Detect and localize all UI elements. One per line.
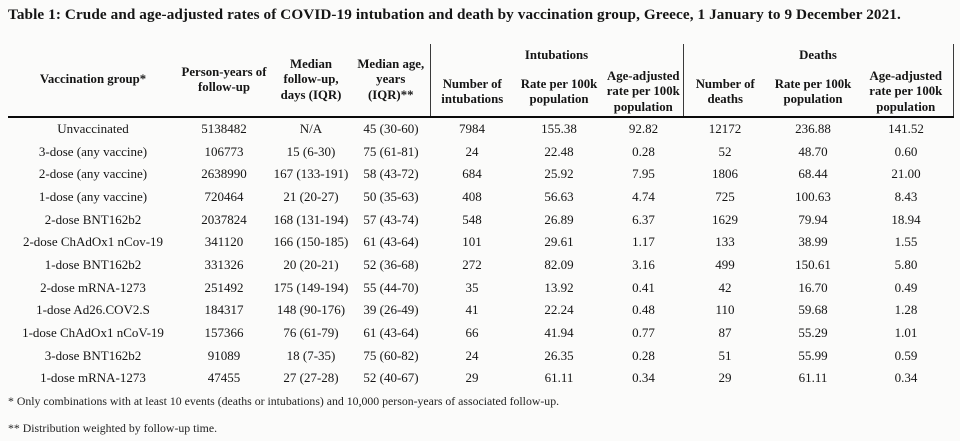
value-cell: 51 [718,347,732,363]
table-row [8,367,953,390]
value-cell: 39 (26-49) [363,302,419,318]
vaccination-group-cell: 1-dose BNT162b2 [44,256,142,272]
value-cell: 3.16 [632,256,655,272]
value-cell: 1.01 [894,324,918,340]
value-cell: 79.94 [798,211,828,227]
value-cell: 41.94 [544,324,574,340]
value-cell: 24 [465,347,479,363]
value-cell: 331326 [204,256,244,272]
col-header-death-adjusted-rate: Age-adjusted rate per 100k population [859,68,953,117]
value-cell: 1806 [712,166,738,182]
value-cell: 26.89 [544,211,574,227]
value-cell: N/A [299,121,323,136]
table-row [8,345,953,368]
value-cell: 5.80 [894,256,918,272]
value-cell: 75 (60-82) [363,347,419,363]
value-cell: 52 (40-67) [363,370,419,386]
value-cell: 2037824 [201,211,247,227]
value-cell: 22.24 [544,302,574,318]
vaccination-group-cell: 1-dose ChAdOx1 nCoV-19 [22,324,164,340]
footnote-distribution-weighted: ** Distribution weighted by follow-up time. [8,421,218,435]
col-header-number-deaths: Number of deaths [683,68,767,117]
table-row [8,186,953,209]
value-cell: 50 (35-63) [363,188,419,204]
col-header-intubation-rate: Rate per 100k population [514,68,604,117]
value-cell: 0.34 [632,370,655,386]
value-cell: 175 (149-194) [273,279,349,295]
value-cell: 6.37 [632,211,655,227]
value-cell: 5138482 [201,121,247,136]
value-cell: 52 [718,143,732,159]
value-cell: 0.59 [894,347,918,363]
col-header-vaccination-group: Vaccination group* [8,44,178,117]
table-header [8,44,953,117]
value-cell: 7.95 [632,166,655,182]
vaccination-group-cell: 2-dose ChAdOx1 nCov-19 [22,234,164,250]
value-cell: 15 (6-30) [286,143,336,159]
value-cell: 7984 [459,121,485,136]
vaccination-group-cell: 1-dose mRNA-1273 [40,370,146,386]
value-cell: 59.68 [798,302,828,318]
value-cell: 1.28 [894,302,918,318]
col-header-person-years: Person-years of follow-up [178,44,270,117]
value-cell: 13.92 [544,279,574,295]
value-cell: 55 (44-70) [363,279,419,295]
value-cell: 684 [462,166,482,182]
value-cell: 58 (43-72) [363,166,419,182]
value-cell: 720464 [204,188,244,204]
value-cell: 157366 [204,324,244,340]
table-row [8,117,953,141]
vaccination-group-cell: 3-dose BNT162b2 [44,347,142,363]
value-cell: 57 (43-74) [363,211,419,227]
value-cell: 2638990 [201,166,247,182]
value-cell: 20 (20-21) [283,256,339,272]
value-cell: 18 (7-35) [286,347,336,363]
table-row [8,141,953,164]
value-cell: 92.82 [628,121,659,136]
value-cell: 0.34 [894,370,918,386]
vaccination-group-cell: 1-dose Ad26.COV2.S [36,302,150,318]
value-cell: 133 [715,234,735,250]
value-cell: 87 [718,324,732,340]
deaths-group-header: Deaths [683,44,953,68]
value-cell: 148 (90-176) [276,302,346,318]
value-cell: 141.52 [888,121,924,136]
value-cell: 0.77 [632,324,655,340]
footnote-events-threshold: * Only combinations with at least 10 events (deaths or intubations) and 10,000 person-years of associated follow-up. [8,394,560,408]
col-header-number-intubations: Number of intubations [430,68,514,117]
value-cell: 1.17 [632,234,655,250]
value-cell: 0.60 [894,143,918,159]
value-cell: 166 (150-185) [273,234,349,250]
value-cell: 52 (36-68) [363,256,419,272]
col-header-death-rate: Rate per 100k population [767,68,859,117]
value-cell: 21.00 [891,166,921,182]
value-cell: 38.99 [798,234,828,250]
value-cell: 499 [715,256,735,272]
intubations-group-header: Intubations [430,44,683,68]
value-cell: 106773 [204,143,244,159]
table-row [8,299,953,322]
col-header-intubation-adjusted-rate: Age-adjusted rate per 100k population [604,68,683,117]
value-cell: 76 (61-79) [283,324,339,340]
value-cell: 167 (133-191) [273,166,349,182]
value-cell: 0.28 [632,143,655,159]
value-cell: 18.94 [891,211,921,227]
value-cell: 110 [715,302,735,318]
value-cell: 27 (27-28) [283,370,339,386]
table-row [8,209,953,232]
table-row [8,322,953,345]
vaccination-group-cell: 1-dose (any vaccine) [38,188,148,204]
value-cell: 408 [462,188,482,204]
value-cell: 341120 [204,234,244,250]
value-cell: 1629 [712,211,738,227]
vaccination-group-cell: 3-dose (any vaccine) [38,143,148,159]
value-cell: 22.48 [544,143,574,159]
value-cell: 1.55 [894,234,918,250]
group-header-row [8,44,953,68]
value-cell: 21 (20-27) [283,188,339,204]
value-cell: 61 (43-64) [363,324,419,340]
value-cell: 25.92 [544,166,574,182]
data-table [8,44,954,390]
table-row [8,231,953,254]
value-cell: 91089 [207,347,241,363]
value-cell: 48.70 [798,143,828,159]
value-cell: 29.61 [544,234,574,250]
vaccination-group-cell: 2-dose (any vaccine) [38,166,148,182]
value-cell: 0.48 [632,302,655,318]
value-cell: 41 [465,302,479,318]
value-cell: 47455 [207,370,241,386]
value-cell: 61.11 [798,370,828,386]
vaccination-group-cell: 2-dose BNT162b2 [44,211,142,227]
value-cell: 55.99 [798,347,828,363]
value-cell: 150.61 [795,256,831,272]
value-cell: 29 [718,370,732,386]
table-title: Table 1: Crude and age-adjusted rates of COVID-19 intubation and death by vaccination group, Greece, 1 January to 9 December 2021. [8,6,901,23]
value-cell: 0.41 [632,279,655,295]
col-header-median-age: Median age, years (IQR)** [352,44,430,117]
table-body [8,117,953,390]
value-cell: 251492 [204,279,244,295]
value-cell: 35 [465,279,479,295]
value-cell: 272 [462,256,482,272]
value-cell: 45 (30-60) [363,121,419,136]
value-cell: 29 [465,370,479,386]
value-cell: 155.38 [541,121,577,136]
value-cell: 61.11 [544,370,574,386]
value-cell: 12172 [708,121,742,136]
value-cell: 42 [718,279,732,295]
col-header-median-followup: Median follow-up, days (IQR) [270,44,352,117]
value-cell: 24 [465,143,479,159]
value-cell: 0.28 [632,347,655,363]
value-cell: 184317 [204,302,244,318]
table-row [8,254,953,277]
value-cell: 26.35 [544,347,574,363]
value-cell: 101 [462,234,482,250]
value-cell: 725 [715,188,735,204]
value-cell: 82.09 [544,256,574,272]
value-cell: 75 (61-81) [363,143,419,159]
value-cell: 236.88 [795,121,831,136]
table-row [8,163,953,186]
vaccination-group-cell: Unvaccinated [57,121,129,136]
value-cell: 168 (131-194) [273,211,349,227]
value-cell: 68.44 [798,166,828,182]
value-cell: 56.63 [544,188,574,204]
table-row [8,277,953,300]
vaccination-group-cell: 2-dose mRNA-1273 [40,279,146,295]
value-cell: 66 [465,324,479,340]
value-cell: 61 (43-64) [363,234,419,250]
value-cell: 8.43 [894,188,918,204]
value-cell: 55.29 [798,324,828,340]
value-cell: 0.49 [894,279,918,295]
value-cell: 16.70 [798,279,828,295]
value-cell: 100.63 [795,188,831,204]
value-cell: 4.74 [632,188,655,204]
value-cell: 548 [462,211,482,227]
